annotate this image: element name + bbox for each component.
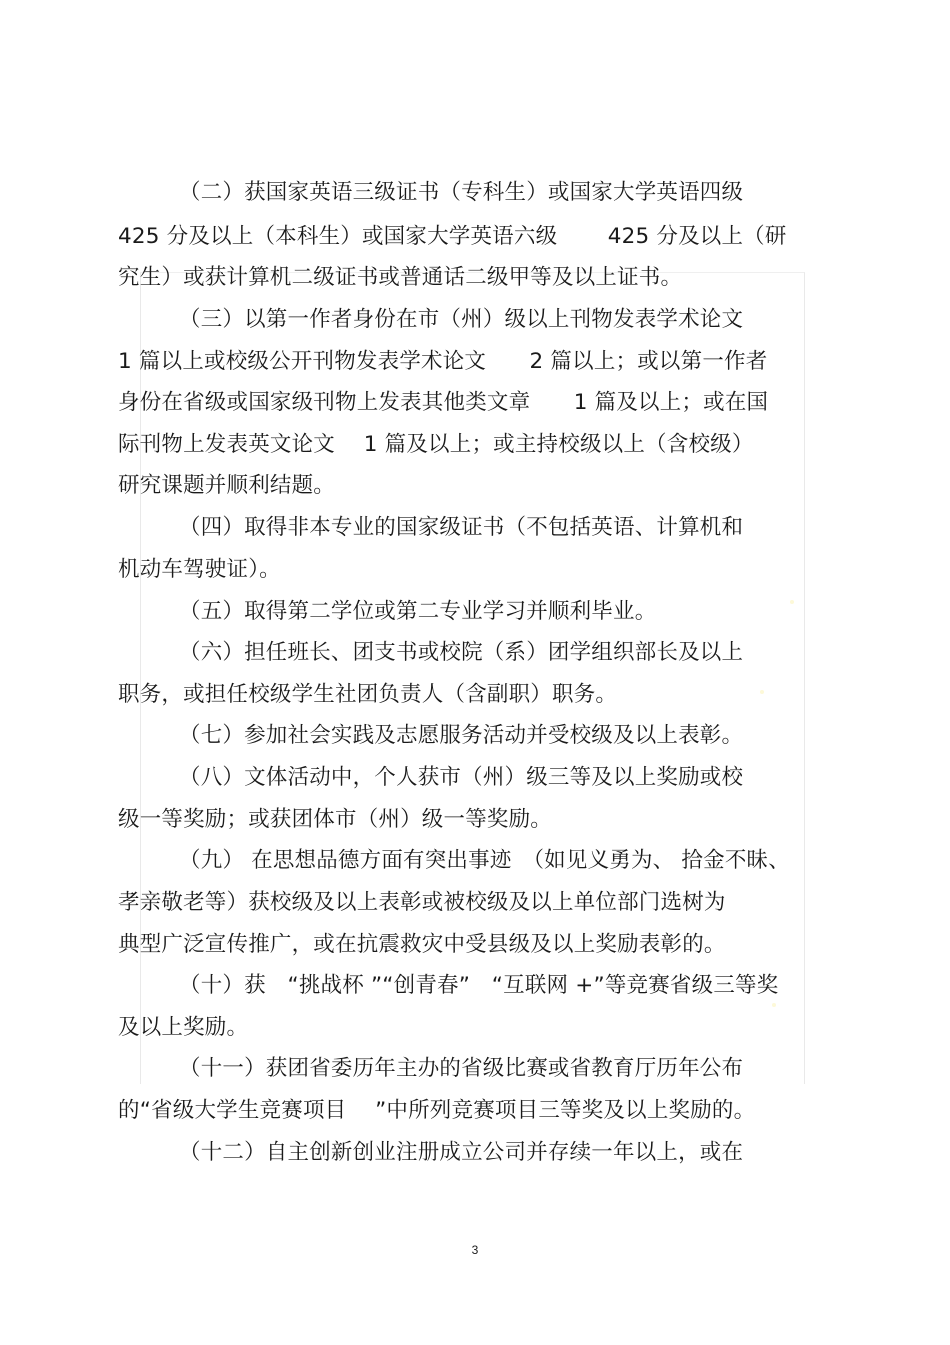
background-speck: [772, 1003, 776, 1007]
text-line: （四）取得非本专业的国家级证书（不包括英语、计算机和: [179, 515, 744, 540]
text-line: （十）获 “挑战杯 ”“创青春” “互联网 +”等竞赛省级三等奖: [179, 973, 779, 998]
text-line: 425 分及以上（本科生）或国家大学英语六级 425 分及以上（研: [118, 224, 787, 249]
text-line: 的“省级大学生竞赛项目 ”中所列竞赛项目三等奖及以上奖励的。: [118, 1098, 756, 1123]
text-line: 孝亲敬老等）获校级及以上表彰或被校级及以上单位部门选树为: [118, 890, 726, 915]
text-line: （十一）获团省委历年主办的省级比赛或省教育厅历年公布: [179, 1056, 744, 1081]
text-line: 1 篇以上或校级公开刊物发表学术论文 2 篇以上；或以第一作者: [118, 349, 768, 374]
text-line: （七）参加社会实践及志愿服务活动并受校级及以上表彰。: [179, 723, 744, 748]
text-line: （十二）自主创新创业注册成立公司并存续一年以上，或在: [179, 1140, 744, 1165]
text-line: （六）担任班长、团支书或校院（系）团学组织部长及以上: [179, 640, 744, 665]
text-line: 身份在省级或国家级刊物上发表其他类文章 1 篇及以上；或在国: [118, 390, 769, 415]
text-line: 及以上奖励。: [118, 1015, 249, 1040]
text-line: 机动车驾驶证）。: [118, 557, 281, 582]
background-speck: [790, 600, 794, 604]
text-line: 研究课题并顺利结题。: [118, 473, 336, 498]
text-line: 际刊物上发表英文论文 1 篇及以上；或主持校级以上（含校级）: [118, 432, 754, 457]
background-speck: [760, 690, 764, 694]
text-line: 究生）或获计算机二级证书或普通话二级甲等及以上证书。: [118, 265, 683, 290]
text-line: 典型广泛宣传推广，或在抗震救灾中受县级及以上奖励表彰的。: [118, 932, 726, 957]
text-line: （三）以第一作者身份在市（州）级以上刊物发表学术论文: [179, 307, 744, 332]
text-line: 级一等奖励；或获团体市（州）级一等奖励。: [118, 807, 553, 832]
text-line: （九） 在思想品德方面有突出事迹 （如见义勇为、 拾金不昧、: [179, 848, 790, 873]
page-number: 3: [471, 1243, 479, 1257]
text-line: （二）获国家英语三级证书（专科生）或国家大学英语四级: [179, 180, 744, 205]
text-line: （五）取得第二学位或第二专业学习并顺利毕业。: [179, 599, 657, 624]
text-line: （八）文体活动中，个人获市（州）级三等及以上奖励或校: [179, 765, 744, 790]
text-line: 职务，或担任校级学生社团负责人（含副职）职务。: [118, 682, 618, 707]
